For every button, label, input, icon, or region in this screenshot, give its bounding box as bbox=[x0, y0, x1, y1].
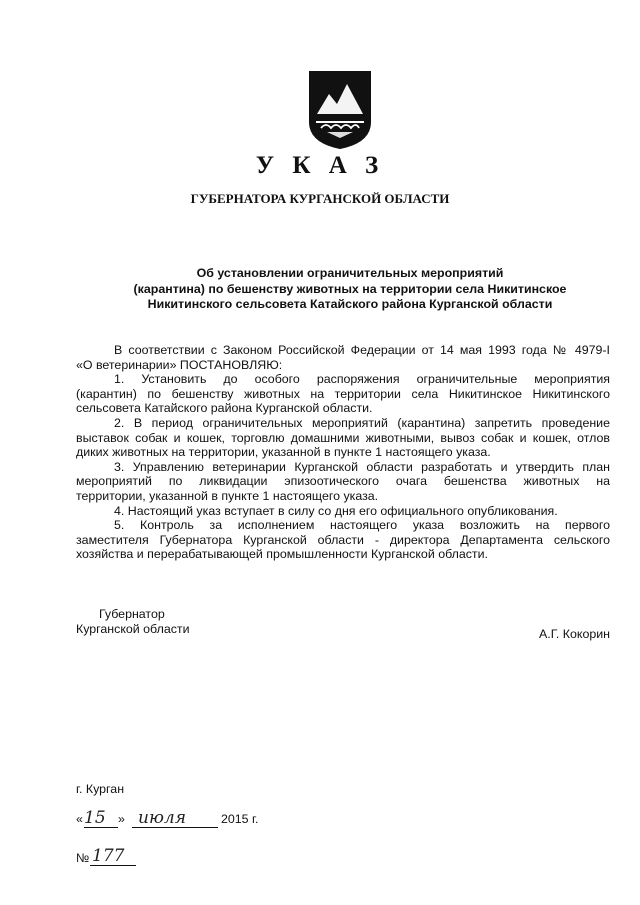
date-year: 2015 г. bbox=[221, 812, 259, 826]
handwritten-month: июля bbox=[138, 808, 186, 828]
issue-city: г. Курган bbox=[76, 782, 125, 796]
body-line: мероприятий по ликвидации эпизоотического очага бешенства животных на bbox=[76, 474, 610, 489]
kurgan-coat-of-arms-icon bbox=[307, 70, 373, 150]
signer-name: А.Г. Кокорин bbox=[538, 627, 610, 641]
decree-number bbox=[76, 846, 166, 871]
body-line: хозяйства и перерабатывающей промышленности Курганской области. bbox=[76, 547, 488, 562]
body-line: В соответствии с Законом Российской Федерации от 14 мая 1993 года № 4979-I bbox=[114, 343, 610, 357]
month-underline bbox=[132, 827, 218, 828]
body-line: сельсовета Катайского района Курганской области. bbox=[76, 401, 373, 416]
decree-subject bbox=[60, 266, 640, 313]
body-line: выставок собак и кошек, торговлю домашними животными, вывоз собак и кошек, отлов bbox=[76, 430, 610, 445]
handwritten-number: 177 bbox=[92, 846, 125, 866]
number-sign: № bbox=[76, 851, 90, 865]
body-line: 2. В период ограничительных мероприятий (карантина) запретить проведение bbox=[114, 415, 610, 430]
subject-line: Никитинского сельсовета Катайского района Курганской области bbox=[147, 297, 553, 311]
document-title: У К А З bbox=[255, 152, 385, 179]
issuer-heading: ГУБЕРНАТОРА КУРГАНСКОЙ ОБЛАСТИ bbox=[190, 191, 450, 206]
subject-line: (карантина) по бешенству животных на территории села Никитинское bbox=[133, 281, 567, 296]
handwritten-day: 15 bbox=[84, 808, 106, 828]
decree-body bbox=[76, 343, 610, 562]
day-underline bbox=[84, 827, 118, 828]
signer-position-line: Губернатор bbox=[99, 607, 165, 621]
body-line: (карантин) по бешенству животных на территории села Никитинское Никитинского bbox=[76, 386, 610, 401]
date-close-quote: » bbox=[118, 812, 125, 826]
date-open-quote: « bbox=[76, 812, 83, 826]
signer-position-line: Курганской области bbox=[76, 622, 190, 636]
body-line: территории, указанной в пункте 1 настоящего указа. bbox=[76, 488, 379, 503]
body-line: диких животных на территории, указанной в пункте 1 настоящего указа. bbox=[76, 445, 491, 460]
body-line: «О ветеринарии» ПОСТАНОВЛЯЮ: bbox=[76, 357, 283, 372]
body-line: 4. Настоящий указ вступает в силу со дня его официального опубликования. bbox=[114, 503, 558, 518]
body-line: 1. Установить до особого распоряжения ограничительные мероприятия bbox=[114, 372, 610, 387]
body-line: заместителя Губернатора Курганской области - директора Департамента сельского bbox=[76, 532, 610, 547]
body-line: 3. Управлению ветеринарии Курганской области разработать и утвердить план bbox=[114, 459, 610, 474]
number-underline bbox=[90, 865, 136, 866]
body-line: 5. Контроль за исполнением настоящего указа возложить на первого bbox=[114, 518, 610, 533]
subject-line: Об установлении ограничительных мероприятий bbox=[196, 266, 504, 280]
signer-position bbox=[76, 607, 190, 637]
